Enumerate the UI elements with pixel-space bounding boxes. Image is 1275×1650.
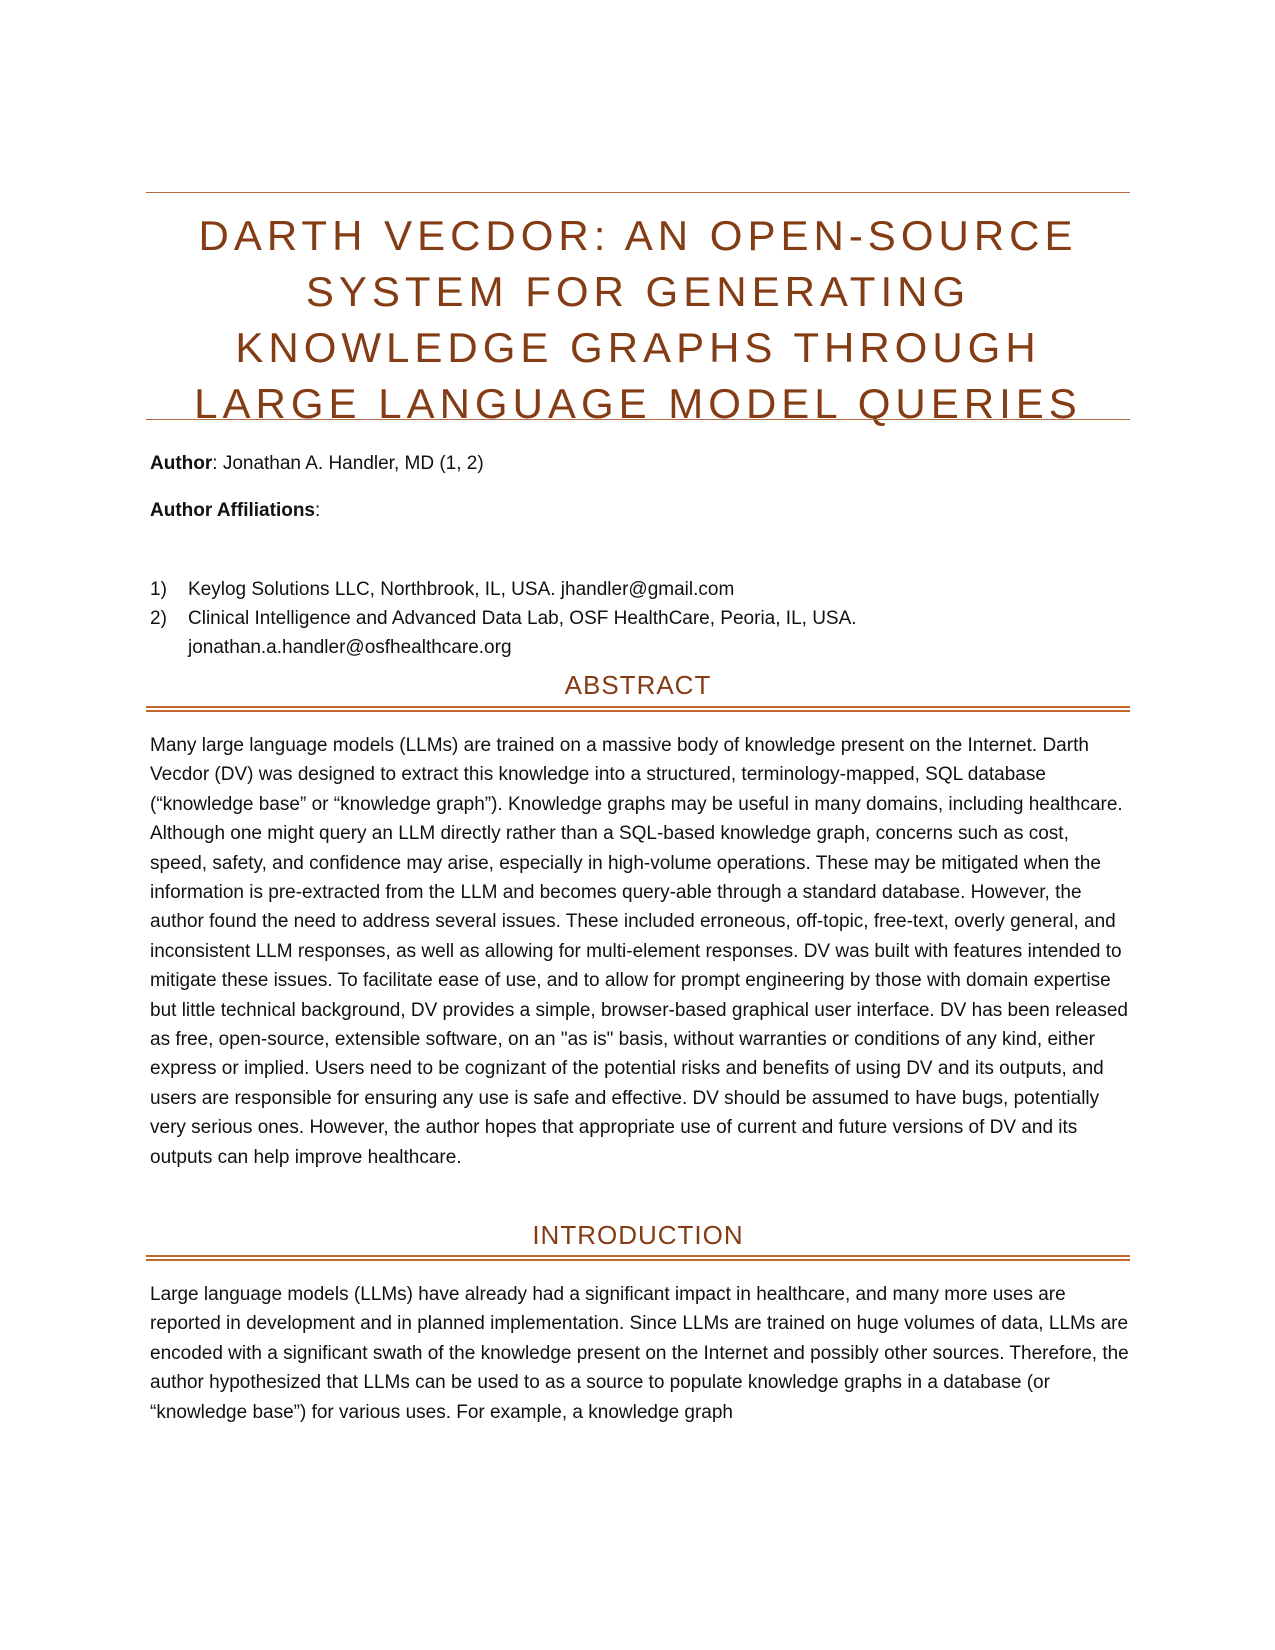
affiliation-text: Clinical Intelligence and Advanced Data Lab, OSF HealthCare, Peoria, IL, USA. jonathan.a.handler@osfhealthcare.org xyxy=(188,608,857,658)
introduction-rule xyxy=(146,1255,1130,1261)
affiliations-list xyxy=(150,575,1110,662)
introduction-text: Large language models (LLMs) have already had a significant impact in healthcare, and many more uses are reported in development and in planned implementation. Since LLMs are trained on huge volumes of data, LLMs are encoded with a significant swath of the knowledge present on the Internet and possibly other sources. Therefore, the author hypothesized that LLMs can be used to as a source to populate knowledge graphs in a database (or “knowledge base”) for various uses. For example, a knowledge graph xyxy=(150,1284,1129,1423)
introduction-heading: INTRODUCTION xyxy=(532,1220,744,1250)
list-item xyxy=(150,575,1110,604)
paper-title: DARTH VECDOR: AN OPEN-SOURCE SYSTEM FOR GENERATING KNOWLEDGE GRAPHS THROUGH LARGE LANGUAGE MODEL QUERIES xyxy=(194,212,1082,427)
affiliations-heading xyxy=(150,499,320,523)
affiliation-number: 1) xyxy=(150,579,167,600)
author-line xyxy=(150,452,484,476)
abstract-rule xyxy=(146,706,1130,712)
list-item xyxy=(150,604,908,662)
affiliations-label: Author Affiliations xyxy=(150,500,315,521)
affiliation-number: 2) xyxy=(150,608,167,629)
title-bottom-rule xyxy=(146,419,1130,420)
author-name: : Jonathan A. Handler, MD (1, 2) xyxy=(212,453,484,474)
affiliations-colon: : xyxy=(315,500,321,521)
abstract-heading: ABSTRACT xyxy=(564,670,712,700)
title-top-rule xyxy=(146,192,1130,193)
abstract-text: Many large language models (LLMs) are trained on a massive body of knowledge present on the Internet. Darth Vecdor (DV) was designed to extract this knowledge into a structured, terminology-mapped, SQL database (“knowledge base” or “knowledge graph”). Knowledge graphs may be useful in many domains, including healthcare. Although one might query an LLM directly rather than a SQL-based knowledge graph, concerns such as cost, speed, safety, and confidence may arise, especially in high-volume operations. These may be mitigated when the information is pre-extracted from the LLM and becomes query-able through a standard database. However, the author found the need to address several issues. These included erroneous, off-topic, free-text, overly general, and inconsistent LLM responses, as well as allowing for multi-element responses. DV was built with features intended to mitigate these issues. To facilitate ease of use, and to allow for prompt engineering by those with domain expertise but little technical background, DV provides a simple, browser-based graphical user interface. DV has been released as free, open-source, extensible software, on an "as is" basis, without warranties or conditions of any kind, either express or implied. Users need to be cognizant of the potential risks and benefits of using DV and its outputs, and users are responsible for ensuring any use is safe and effective. DV should be assumed to have bugs, potentially very serious ones. However, the author hopes that appropriate use of current and future versions of DV and its outputs can help improve healthcare. xyxy=(150,735,1128,1168)
affiliation-text: Keylog Solutions LLC, Northbrook, IL, USA. jhandler@gmail.com xyxy=(188,579,735,600)
author-label: Author xyxy=(150,453,213,474)
